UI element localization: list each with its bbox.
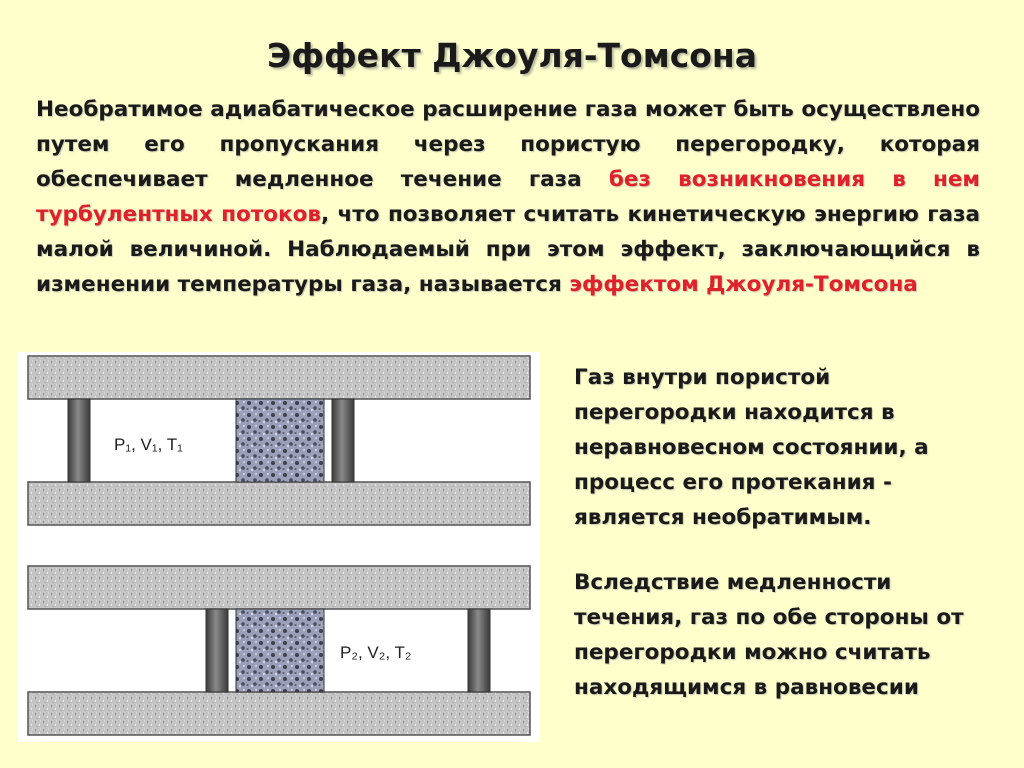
highlight-no-turbulence: без возникновения в нем турбулентных потоков: [36, 167, 980, 227]
bottom-state-label: P₂, V₂, T₂: [340, 643, 412, 662]
top-porous-plug: [236, 399, 324, 482]
joule-thomson-diagram: [18, 352, 540, 742]
top-right-piston: [332, 399, 354, 482]
top-lower-wall: [28, 482, 530, 525]
top-upper-wall: [28, 356, 530, 399]
bottom-porous-plug: [236, 609, 324, 692]
bottom-upper-wall: [28, 566, 530, 609]
intro-paragraph: [36, 92, 980, 302]
side-text-nonequilibrium: Газ внутри пористой перегородки находится в неравновесном состоянии, а процесс его протекания - является необратимым.: [574, 365, 929, 530]
page-title: Эффект Джоуля-Томсона: [266, 36, 758, 75]
top-left-piston: [68, 399, 90, 482]
bottom-left-piston: [206, 609, 228, 692]
paragraph-part-1: Необратимое адиабатическое расширение газа может быть осуществлено путем его пропускания через пористую перегородку, которая обеспечивает медленное течение газа: [36, 97, 980, 192]
side-text-equilibrium: Вследствие медленности течения, газ по обе стороны от перегородки можно считать находящимся в равновесии: [574, 570, 964, 700]
bottom-right-piston: [468, 609, 490, 692]
bottom-lower-wall: [28, 692, 530, 735]
highlight-joule-thomson: эффектом Джоуля-Томсона: [569, 272, 918, 297]
paragraph-part-2: , что позволяет считать кинетическую энергию газа малой величиной. Наблюдаемый при этом эффект, заключающийся в изменении температуры газа, называется: [36, 202, 981, 297]
top-state-label: P₁, V₁, T₁: [114, 435, 183, 454]
